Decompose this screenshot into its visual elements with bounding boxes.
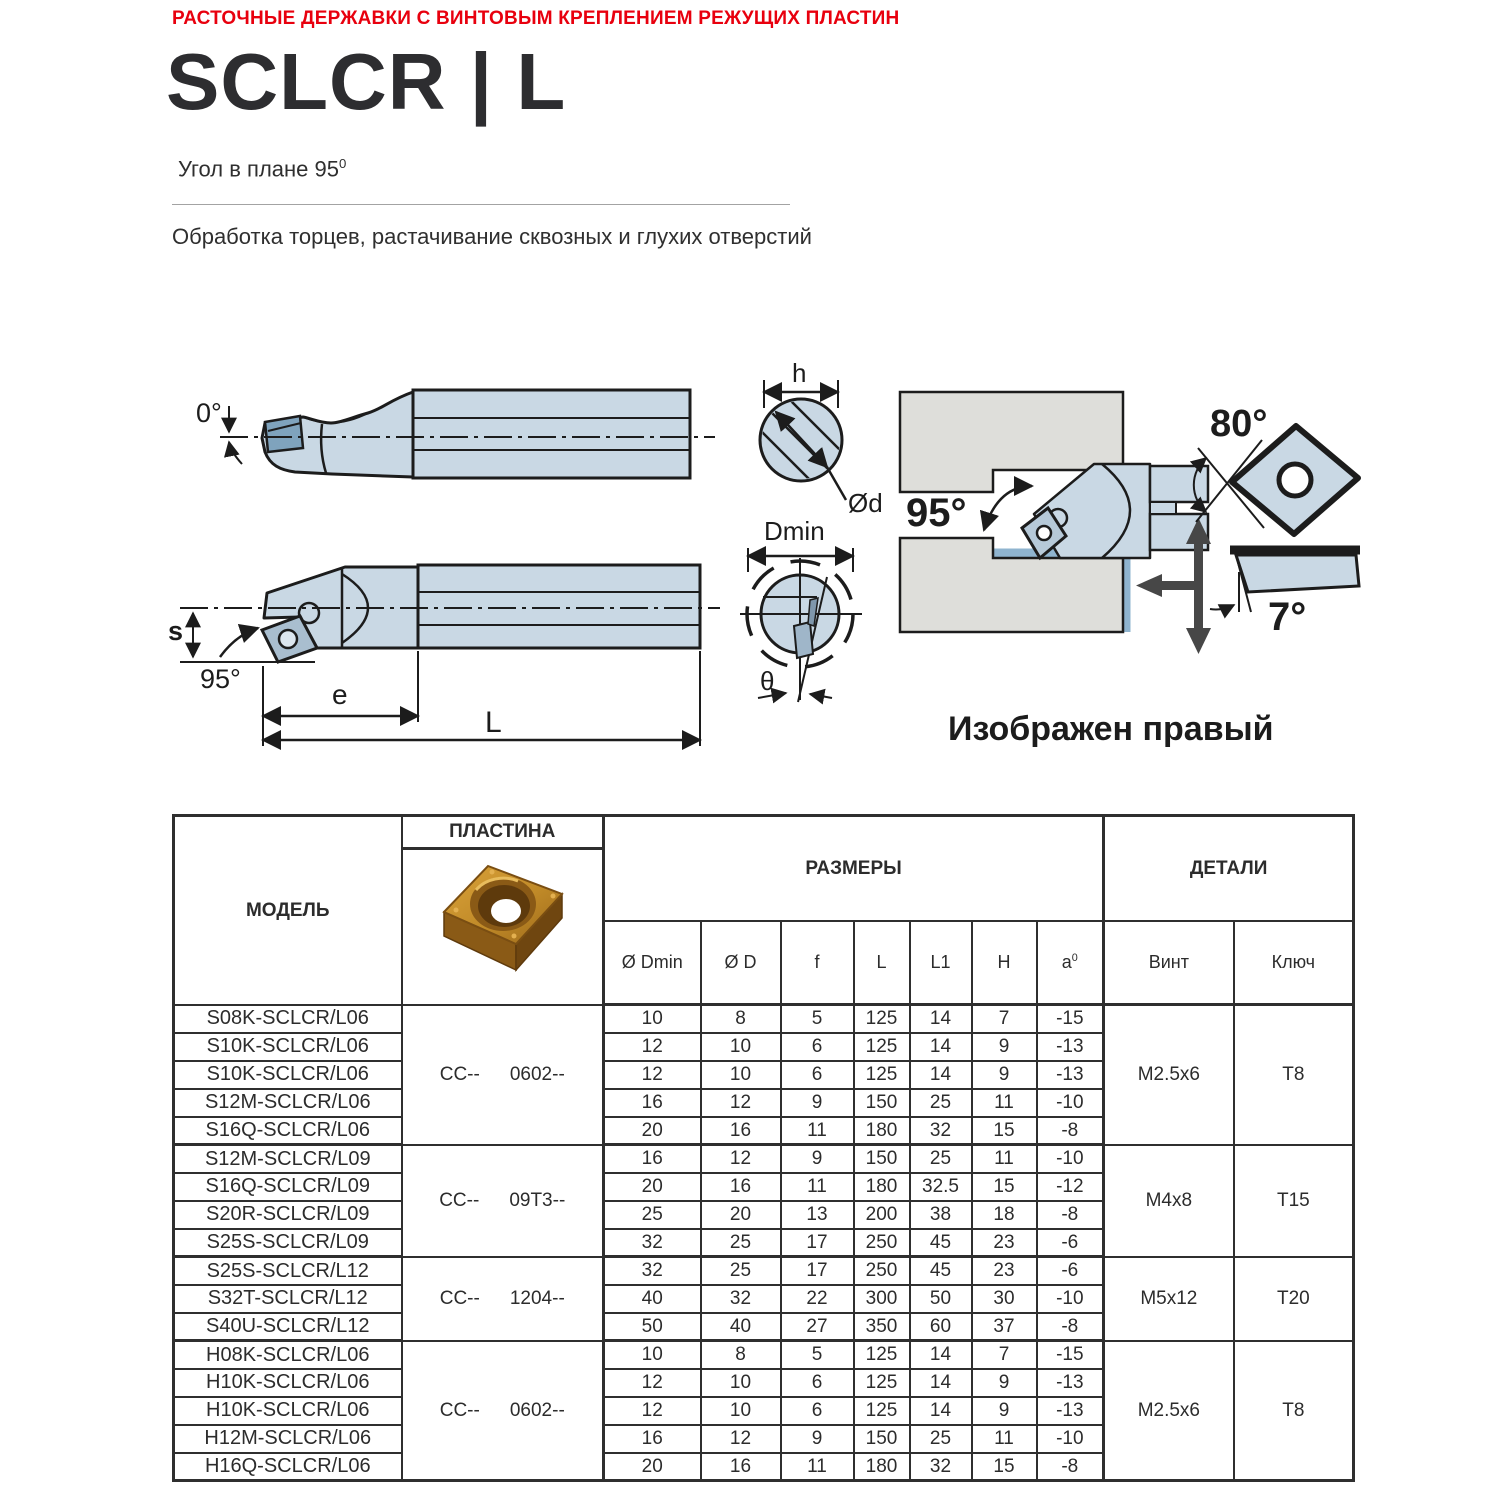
size-value-cell: 25	[701, 1257, 781, 1285]
size-value-cell: 18	[972, 1201, 1037, 1229]
size-value-cell: 25	[701, 1229, 781, 1257]
size-value-cell: 180	[854, 1117, 910, 1145]
spec-table	[172, 814, 1355, 1482]
size-value-cell: 250	[854, 1229, 910, 1257]
size-value-cell: 200	[854, 1201, 910, 1229]
size-value-cell: 5	[781, 1341, 854, 1369]
plate-code-cell	[402, 1005, 604, 1145]
insert-clearance-view	[1210, 550, 1360, 639]
size-value-cell: 9	[972, 1369, 1037, 1397]
size-value-cell: 23	[972, 1257, 1037, 1285]
col-header-l1: L1	[910, 921, 972, 1005]
spec-row	[174, 1257, 1354, 1285]
size-value-cell: 15	[972, 1117, 1037, 1145]
wrench-cell: T20	[1234, 1257, 1354, 1341]
boring-bar-side-view	[168, 565, 720, 746]
plan-angle-text: Угол в плане 95	[178, 156, 339, 182]
size-value-cell: -13	[1037, 1061, 1104, 1089]
plate-code-size: 09T3--	[509, 1189, 566, 1211]
h-dim-label: h	[792, 360, 807, 388]
size-value-cell: 32	[910, 1117, 972, 1145]
size-value-cell: 150	[854, 1089, 910, 1117]
size-value-cell: 16	[604, 1145, 701, 1173]
model-cell: S25S-SCLCR/L09	[174, 1229, 402, 1257]
col-header-d: Ø D	[701, 921, 781, 1005]
size-value-cell: 32.5	[910, 1173, 972, 1201]
size-value-cell: 16	[604, 1089, 701, 1117]
size-value-cell: 350	[854, 1313, 910, 1341]
page-title: SCLCR | L	[166, 37, 567, 126]
size-value-cell: 12	[604, 1061, 701, 1089]
plate-code-prefix: CC--	[439, 1189, 480, 1211]
size-value-cell: 11	[972, 1145, 1037, 1173]
alpha-sup: 0	[1071, 952, 1078, 965]
size-value-cell: 32	[604, 1257, 701, 1285]
s-dim-label: s	[168, 616, 184, 646]
size-value-cell: 10	[701, 1397, 781, 1425]
model-cell: S32T-SCLCR/L12	[174, 1285, 402, 1313]
L-dim-label: L	[485, 706, 502, 739]
size-value-cell: 30	[972, 1285, 1037, 1313]
col-header-screw: Винт	[1104, 921, 1234, 1005]
size-value-cell: -8	[1037, 1201, 1104, 1229]
size-value-cell: 5	[781, 1005, 854, 1033]
col-header-alpha	[1037, 921, 1104, 1005]
angle-95-side-label: 95°	[200, 664, 241, 694]
size-value-cell: 14	[910, 1033, 972, 1061]
size-value-cell: 20	[701, 1201, 781, 1229]
size-value-cell: 150	[854, 1145, 910, 1173]
size-value-cell: 13	[781, 1201, 854, 1229]
angle-95-main-label: 95°	[906, 491, 967, 535]
e-dim-label: e	[332, 679, 348, 710]
col-header-l: L	[854, 921, 910, 1005]
size-value-cell: 14	[910, 1397, 972, 1425]
size-value-cell: 180	[854, 1453, 910, 1481]
size-value-cell: 20	[604, 1173, 701, 1201]
size-value-cell: 11	[781, 1173, 854, 1201]
size-value-cell: -10	[1037, 1425, 1104, 1453]
size-value-cell: 9	[781, 1425, 854, 1453]
insert-photo	[422, 850, 582, 998]
model-cell: S10K-SCLCR/L06	[174, 1061, 402, 1089]
size-value-cell: 10	[701, 1369, 781, 1397]
size-value-cell: 50	[604, 1313, 701, 1341]
model-cell: H10K-SCLCR/L06	[174, 1397, 402, 1425]
dia-d-label: Ød	[848, 488, 883, 518]
model-cell: S25S-SCLCR/L12	[174, 1257, 402, 1285]
size-value-cell: 14	[910, 1061, 972, 1089]
screw-cell: M4x8	[1104, 1145, 1234, 1257]
size-value-cell: 6	[781, 1033, 854, 1061]
size-value-cell: 16	[604, 1425, 701, 1453]
size-value-cell: 125	[854, 1397, 910, 1425]
size-value-cell: 14	[910, 1369, 972, 1397]
size-value-cell: -13	[1037, 1369, 1104, 1397]
size-value-cell: 45	[910, 1229, 972, 1257]
size-value-cell: 60	[910, 1313, 972, 1341]
size-value-cell: 7	[972, 1341, 1037, 1369]
screw-cell: M2.5x6	[1104, 1005, 1234, 1145]
size-value-cell: 14	[910, 1005, 972, 1033]
size-value-cell: -12	[1037, 1173, 1104, 1201]
size-value-cell: 125	[854, 1005, 910, 1033]
size-value-cell: 12	[604, 1397, 701, 1425]
size-value-cell: 8	[701, 1341, 781, 1369]
size-value-cell: 6	[781, 1061, 854, 1089]
size-value-cell: 9	[781, 1089, 854, 1117]
size-value-cell: 10	[701, 1033, 781, 1061]
model-cell: S08K-SCLCR/L06	[174, 1005, 402, 1033]
wrench-cell: T8	[1234, 1005, 1354, 1145]
size-value-cell: 27	[781, 1313, 854, 1341]
size-value-cell: -10	[1037, 1285, 1104, 1313]
alpha-base: a	[1061, 952, 1072, 973]
size-value-cell: 17	[781, 1229, 854, 1257]
size-value-cell: -6	[1037, 1229, 1104, 1257]
size-value-cell: 32	[604, 1229, 701, 1257]
size-value-cell: 37	[972, 1313, 1037, 1341]
theta-label: θ	[760, 666, 775, 696]
technical-drawing	[160, 360, 1370, 780]
divider-line	[172, 204, 790, 205]
plate-code-cell	[402, 1341, 604, 1481]
col-header-wrench: Ключ	[1234, 921, 1354, 1005]
col-header-dmin: Ø Dmin	[604, 921, 701, 1005]
size-value-cell: -10	[1037, 1145, 1104, 1173]
size-value-cell: 11	[781, 1117, 854, 1145]
size-value-cell: 16	[701, 1173, 781, 1201]
size-value-cell: -8	[1037, 1453, 1104, 1481]
size-value-cell: 25	[910, 1089, 972, 1117]
spec-row	[174, 1145, 1354, 1173]
plate-code-size: 0602--	[509, 1063, 565, 1085]
size-value-cell: 32	[910, 1453, 972, 1481]
size-value-cell: 15	[972, 1173, 1037, 1201]
plate-code-cell	[402, 1257, 604, 1341]
model-cell: S20R-SCLCR/L09	[174, 1201, 402, 1229]
size-value-cell: 50	[910, 1285, 972, 1313]
angle-7-label: 7°	[1268, 595, 1307, 639]
model-cell: H10K-SCLCR/L06	[174, 1369, 402, 1397]
shank-section-view	[745, 360, 883, 518]
size-value-cell: 12	[604, 1369, 701, 1397]
size-value-cell: 45	[910, 1257, 972, 1285]
size-value-cell: 40	[701, 1313, 781, 1341]
size-value-cell: 125	[854, 1369, 910, 1397]
table-header-row-1	[174, 816, 1354, 849]
size-value-cell: -15	[1037, 1341, 1104, 1369]
page-kicker: РАСТОЧНЫЕ ДЕРЖАВКИ С ВИНТОВЫМ КРЕПЛЕНИЕМ РЕЖУЩИХ ПЛАСТИН	[172, 8, 900, 29]
size-value-cell: 16	[701, 1453, 781, 1481]
plate-code-size: 0602--	[509, 1399, 565, 1421]
size-value-cell: 6	[781, 1397, 854, 1425]
machining-scheme	[900, 392, 1211, 654]
size-value-cell: 300	[854, 1285, 910, 1313]
size-value-cell: 20	[604, 1117, 701, 1145]
size-value-cell: -15	[1037, 1005, 1104, 1033]
model-cell: S16Q-SCLCR/L06	[174, 1117, 402, 1145]
right-hand-caption: Изображен правый	[948, 710, 1274, 748]
size-value-cell: 10	[604, 1341, 701, 1369]
col-header-f: f	[781, 921, 854, 1005]
angle-80-label: 80°	[1210, 403, 1268, 445]
size-value-cell: 9	[972, 1397, 1037, 1425]
wrench-cell: T15	[1234, 1145, 1354, 1257]
model-cell: S12M-SCLCR/L06	[174, 1089, 402, 1117]
size-value-cell: 10	[604, 1005, 701, 1033]
model-cell: H12M-SCLCR/L06	[174, 1425, 402, 1453]
model-cell: S40U-SCLCR/L12	[174, 1313, 402, 1341]
plan-angle-subtitle	[178, 156, 346, 182]
wrench-cell: T8	[1234, 1341, 1354, 1481]
plate-code-cell	[402, 1145, 604, 1257]
size-value-cell: 150	[854, 1425, 910, 1453]
spec-row	[174, 1341, 1354, 1369]
insert-front-view	[1194, 403, 1358, 534]
size-value-cell: 40	[604, 1285, 701, 1313]
plate-code-prefix: CC--	[439, 1063, 480, 1085]
col-header-details: ДЕТАЛИ	[1104, 816, 1354, 922]
dmin-label: Dmin	[764, 516, 825, 546]
size-value-cell: 17	[781, 1257, 854, 1285]
size-value-cell: 125	[854, 1061, 910, 1089]
size-value-cell: 10	[701, 1061, 781, 1089]
size-value-cell: 38	[910, 1201, 972, 1229]
col-header-sizes: РАЗМЕРЫ	[604, 816, 1104, 922]
model-cell: H16Q-SCLCR/L06	[174, 1453, 402, 1481]
size-value-cell: 25	[604, 1201, 701, 1229]
size-value-cell: 250	[854, 1257, 910, 1285]
size-value-cell: 180	[854, 1173, 910, 1201]
model-cell: H08K-SCLCR/L06	[174, 1341, 402, 1369]
screw-cell: M5x12	[1104, 1257, 1234, 1341]
screw-cell: M2.5x6	[1104, 1341, 1234, 1481]
size-value-cell: 14	[910, 1341, 972, 1369]
plate-code-prefix: CC--	[439, 1287, 480, 1309]
size-value-cell: 32	[701, 1285, 781, 1313]
size-value-cell: -10	[1037, 1089, 1104, 1117]
size-value-cell: 16	[701, 1117, 781, 1145]
size-value-cell: 12	[604, 1033, 701, 1061]
size-value-cell: 12	[701, 1089, 781, 1117]
size-value-cell: -13	[1037, 1033, 1104, 1061]
size-value-cell: 20	[604, 1453, 701, 1481]
boring-bar-top-view	[196, 390, 715, 478]
min-bore-view	[740, 516, 862, 702]
size-value-cell: 9	[972, 1061, 1037, 1089]
page-description: Обработка торцев, растачивание сквозных и глухих отверстий	[172, 224, 812, 249]
col-header-h: H	[972, 921, 1037, 1005]
size-value-cell: -6	[1037, 1257, 1104, 1285]
col-header-model: МОДЕЛЬ	[174, 816, 402, 1005]
model-cell: S12M-SCLCR/L09	[174, 1145, 402, 1173]
size-value-cell: 11	[781, 1453, 854, 1481]
size-value-cell: 125	[854, 1033, 910, 1061]
model-cell: S10K-SCLCR/L06	[174, 1033, 402, 1061]
size-value-cell: 8	[701, 1005, 781, 1033]
size-value-cell: 23	[972, 1229, 1037, 1257]
size-value-cell: 12	[701, 1145, 781, 1173]
size-value-cell: 15	[972, 1453, 1037, 1481]
size-value-cell: -8	[1037, 1117, 1104, 1145]
size-value-cell: 125	[854, 1341, 910, 1369]
size-value-cell: 22	[781, 1285, 854, 1313]
spec-row	[174, 1005, 1354, 1033]
size-value-cell: 7	[972, 1005, 1037, 1033]
col-header-insert: ПЛАСТИНА	[402, 816, 604, 849]
size-value-cell: 11	[972, 1425, 1037, 1453]
size-value-cell: 6	[781, 1369, 854, 1397]
size-value-cell: 11	[972, 1089, 1037, 1117]
angle-0-label: 0°	[196, 398, 222, 428]
size-value-cell: 9	[972, 1033, 1037, 1061]
size-value-cell: 12	[701, 1425, 781, 1453]
model-cell: S16Q-SCLCR/L09	[174, 1173, 402, 1201]
insert-photo-cell	[402, 849, 604, 1005]
plate-code-prefix: CC--	[439, 1399, 480, 1421]
size-value-cell: 25	[910, 1425, 972, 1453]
size-value-cell: 9	[781, 1145, 854, 1173]
size-value-cell: -13	[1037, 1397, 1104, 1425]
plate-code-size: 1204--	[509, 1287, 565, 1309]
size-value-cell: 25	[910, 1145, 972, 1173]
size-value-cell: -8	[1037, 1313, 1104, 1341]
plan-angle-sup: 0	[338, 156, 347, 171]
